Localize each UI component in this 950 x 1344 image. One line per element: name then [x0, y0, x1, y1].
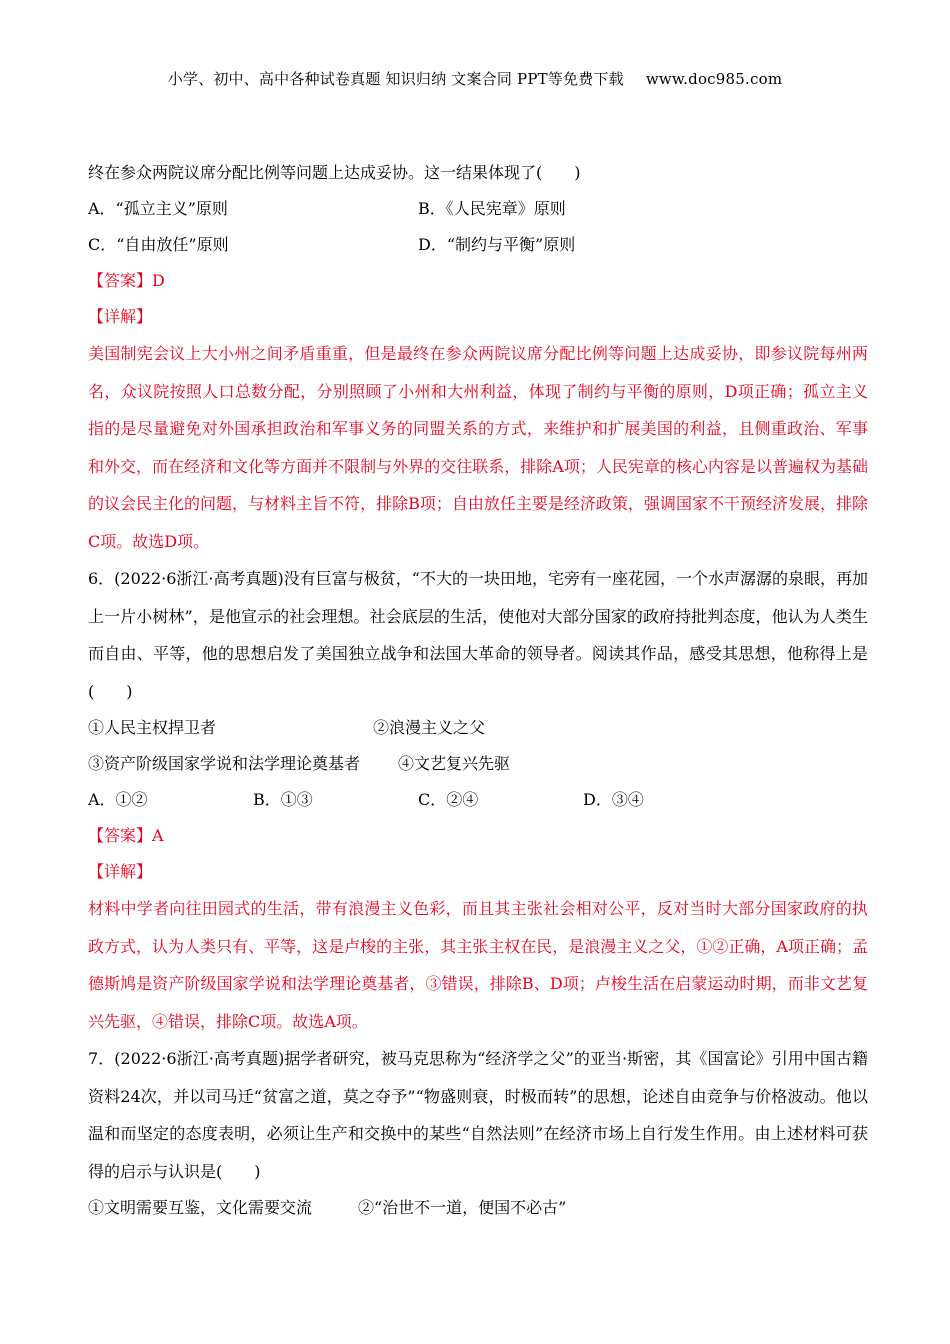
- header-url[interactable]: www.doc985.com: [645, 70, 783, 88]
- q5-answer: 【答案】D: [88, 271, 165, 290]
- q5-option-b: B．《人民宪章》原则: [418, 199, 566, 218]
- q5-option-d: D．“制约与平衡”原则: [418, 235, 576, 254]
- header-text: 小学、初中、高中各种试卷真题 知识归纳 文案合同 PPT等免费下载: [167, 70, 624, 88]
- page-header: [0, 68, 950, 89]
- q5-options-row-2: [88, 227, 868, 263]
- q5-detail: 美国制宪会议上大小州之间矛盾重重，但是最终在参众两院议席分配比例等问题上达成妥协，即参议院每州两名，众议院按照人口总数分配，分别照顾了小州和大州利益，体现了制约与平衡的原则，D项正确；孤立主义指的是尽量避免对外国承担政治和军事义务的同盟关系的方式，来维护和扩展美国的利益，且侧重政治、军事和外交，而在经济和文化等方面并不限制与外界的交往联系，排除A项；人民宪章的核心内容是以普遍权为基础的议会民主化的问题，与材料主旨不符，排除B项；自由放任主要是经济政策，强调国家不干预经济发展，排除C项。故选D项。: [88, 344, 868, 551]
- q6-detail-label: 【详解】: [88, 862, 153, 881]
- q6-items-row-1: [88, 710, 868, 746]
- q5-options-row-1: [88, 191, 868, 227]
- q6-stem: 6．(2022·6浙江·高考真题)没有巨富与极贫，“不大的一块田地，宅旁有一座花园，一个水声潺潺的泉眼，再加上一片小树林”，是他宣示的社会理想。社会底层的生活，使他对大部分国家的政府持批判态度，他认为人类生而自由、平等，他的思想启发了美国独立战争和法国大革命的领导者。阅读其作品，感受其思想，他称得上是( ): [88, 569, 868, 701]
- q6-items-row-2: [88, 746, 868, 782]
- q5-option-c: C．“自由放任”原则: [88, 235, 229, 254]
- q6-item-3: ③资产阶级国家学说和法学理论奠基者: [88, 754, 361, 773]
- q7-items-row: [88, 1190, 868, 1226]
- q6-answer: 【答案】A: [88, 826, 164, 845]
- q5-option-a: A．“孤立主义”原则: [88, 199, 228, 218]
- q6-item-2: ②浪漫主义之父: [373, 718, 486, 737]
- q6-option-b: B．①③: [253, 790, 313, 809]
- q6-item-1: ①人民主权捍卫者: [88, 718, 217, 737]
- document-body: [88, 155, 868, 1226]
- q6-option-a: A．①②: [88, 790, 148, 809]
- q7-item-2: ②“治世不一道，便国不必古”: [358, 1198, 567, 1217]
- q6-item-4: ④文艺复兴先驱: [398, 754, 511, 773]
- q7-stem: 7．(2022·6浙江·高考真题)据学者研究，被马克思称为“经济学之父”的亚当·斯密，其《国富论》引用中国古籍资料24次，并以司马迁“贫富之道，莫之夺予”“物盛则衰，时极而转”的思想，论述自由竞争与价格波动。他以温和而坚定的态度表明，必须让生产和交换中的某些“自然法则”在经济市场上自行发生作用。由上述材料可获得的启示与认识是( ): [88, 1049, 868, 1181]
- q6-option-c: C．②④: [418, 790, 479, 809]
- q6-options-row: [88, 782, 868, 818]
- q7-item-1: ①文明需要互鉴，文化需要交流: [88, 1198, 313, 1217]
- q6-option-d: D．③④: [583, 790, 644, 809]
- q5-stem-tail: 终在参众两院议席分配比例等问题上达成妥协。这一结果体现了( ): [88, 163, 581, 182]
- q6-detail: 材料中学者向往田园式的生活，带有浪漫主义色彩，而且其主张社会相对公平，反对当时大部分国家政府的执政方式，认为人类只有、平等，这是卢梭的主张，其主张主权在民，是浪漫主义之父，①②正确，A项正确；孟德斯鸠是资产阶级国家学说和法学理论奠基者，③错误，排除B、D项；卢梭生活在启蒙运动时期，而非文艺复兴先驱，④错误，排除C项。故选A项。: [88, 899, 868, 1031]
- q5-detail-label: 【详解】: [88, 307, 153, 326]
